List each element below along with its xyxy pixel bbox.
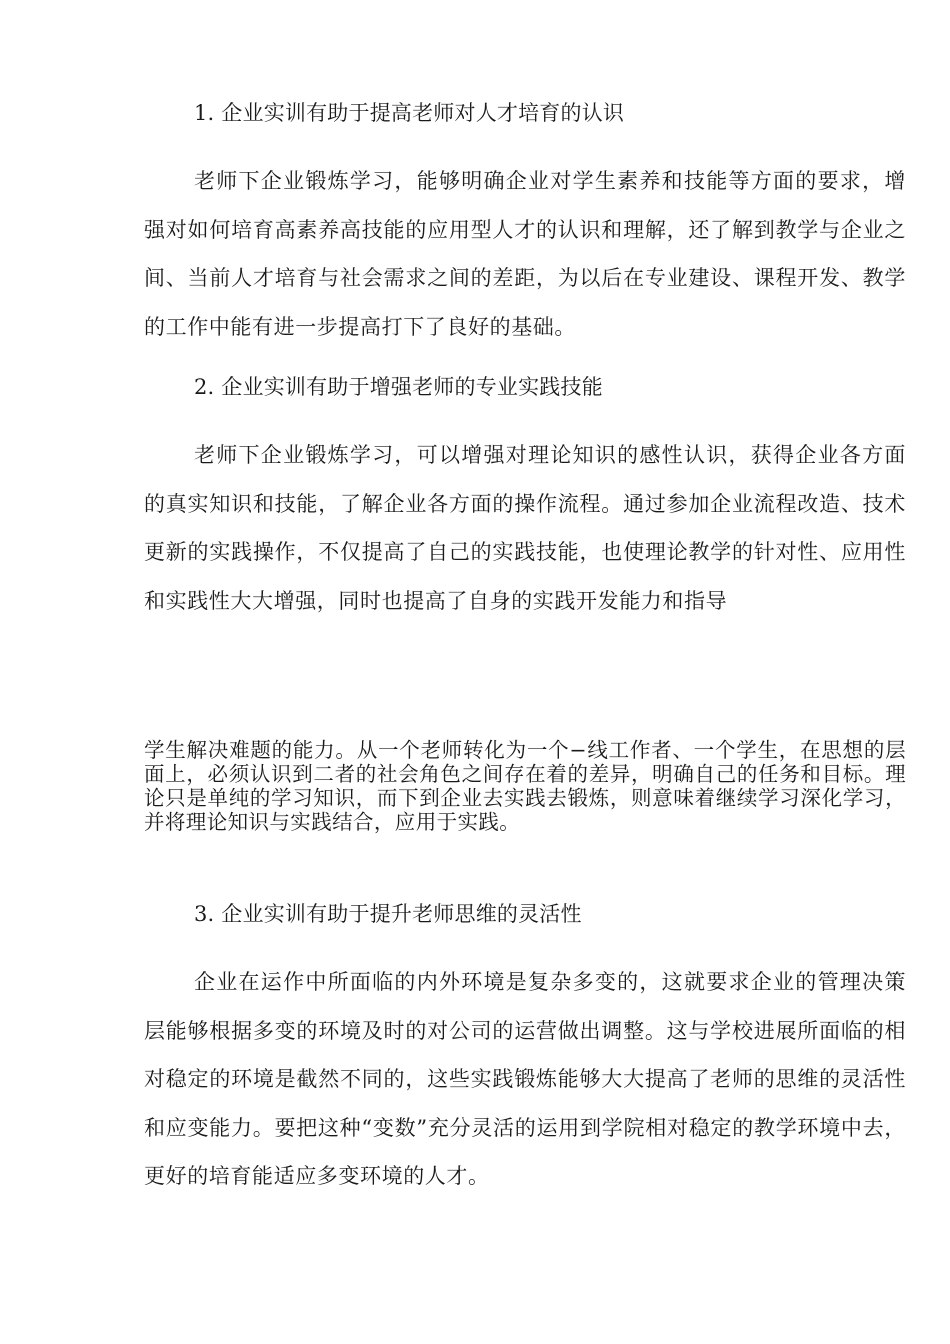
section-1-heading: 1. 企业实训有助于提高老师对人才培育的认识 bbox=[194, 101, 625, 125]
section-2-heading: 2. 企业实训有助于增强老师的专业实践技能 bbox=[194, 375, 603, 399]
section-2-continuation: 学生解决难题的能力。从一个老师转化为一个−线工作者、一个学生，在思想的层面上，必须认识到二者的社会角色之间存在着的差异，明确自己的任务和目标。理论只是单纯的学习知识，而下到企业去实践去锻炼，则意味着继续学习深化学习，并将理论知识与实践结合，应用于实践。 bbox=[144, 738, 906, 834]
section-3-paragraph: 企业在运作中所面临的内外环境是复杂多变的，这就要求企业的管理决策层能够根据多变的环境及时的对公司的运营做出调整。这与学校进展所面临的相对稳定的环境是截然不同的，这些实践锻炼能够大大提高了老师的思维的灵活性和应变能力。要把这种“变数”充分灵活的运用到学院相对稳定的教学环境中去，更好的培育能适应多变环境的人才。 bbox=[144, 970, 906, 1188]
section-2-paragraph: 老师下企业锻炼学习，可以增强对理论知识的感性认识，获得企业各方面的真实知识和技能，了解企业各方面的操作流程。通过参加企业流程改造、技术更新的实践操作，不仅提高了自己的实践技能，也使理论教学的针对性、应用性和实践性大大增强，同时也提高了自身的实践开发能力和指导 bbox=[144, 443, 906, 613]
section-1-paragraph: 老师下企业锻炼学习，能够明确企业对学生素养和技能等方面的要求，增强对如何培育高素养高技能的应用型人才的认识和理解，还了解到教学与企业之间、当前人才培育与社会需求之间的差距，为以后在专业建设、课程开发、教学的工作中能有进一步提高打下了良好的基础。 bbox=[144, 169, 906, 339]
section-3-heading: 3. 企业实训有助于提升老师思维的灵活性 bbox=[194, 902, 582, 926]
